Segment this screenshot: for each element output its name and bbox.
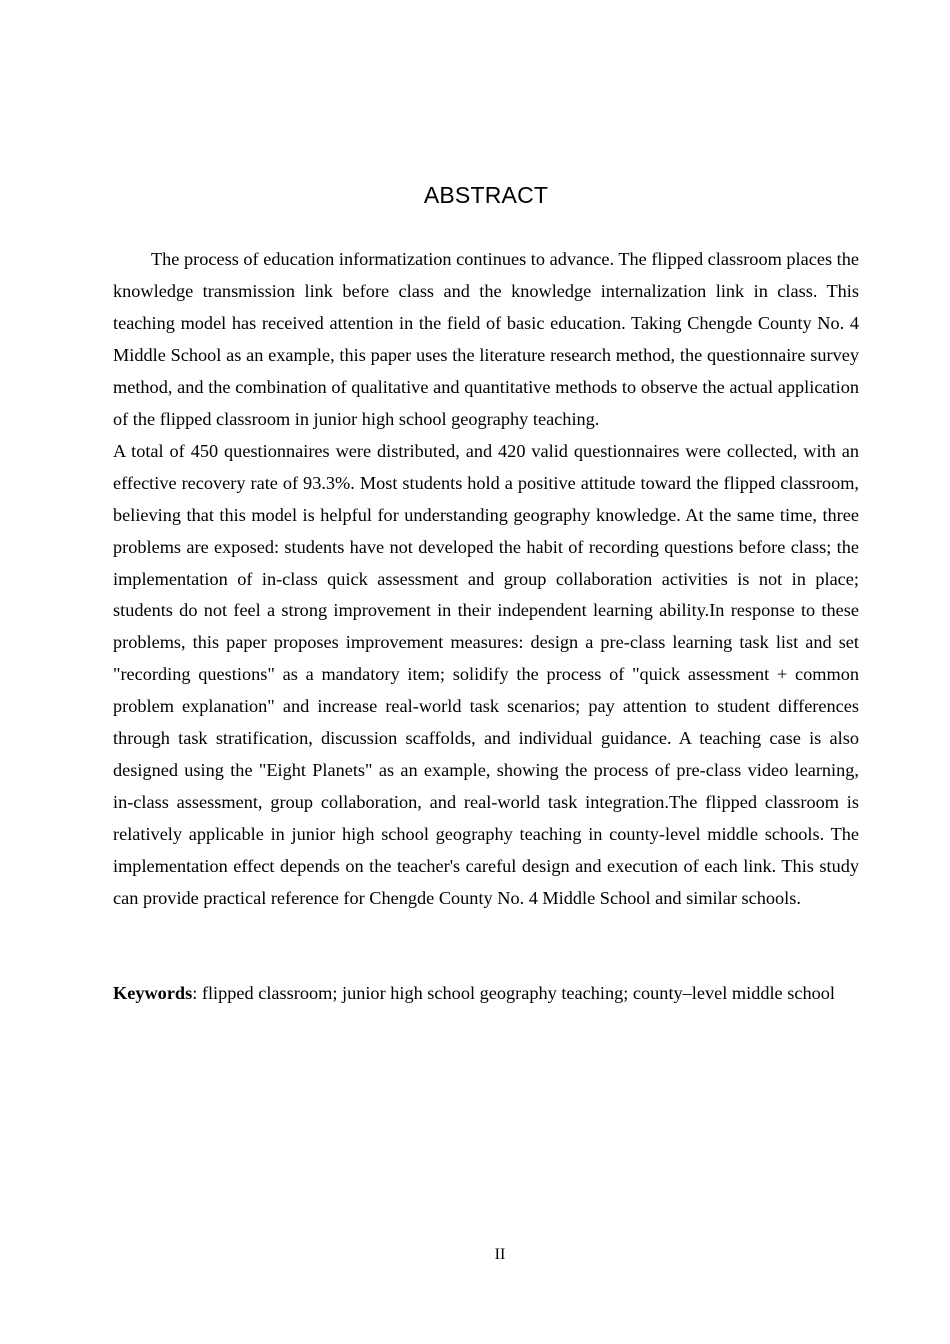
keywords-text: : flipped classroom; junior high school geography teaching; county–level middle school (192, 983, 835, 1003)
abstract-body (113, 244, 859, 915)
keywords-line (113, 978, 859, 1010)
abstract-paragraph-1: The process of education informatization continues to advance. The flipped classroom places the knowledge transmission link before class and the knowledge internalization link in class. This teaching model has received attention in the field of basic education. Taking Chengde County No. 4 Middle School as an example, this paper uses the literature research method, the questionnaire survey method, and the combination of qualitative and quantitative methods to observe the actual application of the flipped classroom in junior high school geography teaching. (113, 249, 859, 429)
abstract-title: ABSTRACT (423, 182, 549, 208)
abstract-paragraph-2: A total of 450 questionnaires were distributed, and 420 valid questionnaires were collected, with an effective recovery rate of 93.3%. Most students hold a positive attitude toward the flipped classroom, believing that this model is helpful for understanding geography knowledge. At the same time, three problems are exposed: students have not developed the habit of recording questions before class; the implementation of in-class quick assessment and group collaboration activities is not in place; students do not feel a strong improvement in their independent learning ability.In response to these problems, this paper proposes improvement measures: design a pre-class learning task list and set "recording questions" as a mandatory item; solidify the process of "quick assessment + common problem explanation" and increase real-world task scenarios; pay attention to student differences through task stratification, discussion scaffolds, and individual guidance. A teaching case is also designed using the "Eight Planets" as an example, showing the process of pre-class video learning, in-class assessment, group collaboration, and real-world task integration.The flipped classroom is relatively applicable in junior high school geography teaching in county-level middle schools. The implementation effect depends on the teacher's careful design and execution of each link. This study can provide practical reference for Chengde County No. 4 Middle School and similar schools. (113, 440, 859, 909)
keywords-label: Keywords (113, 983, 193, 1003)
page-number: II (494, 1246, 506, 1263)
